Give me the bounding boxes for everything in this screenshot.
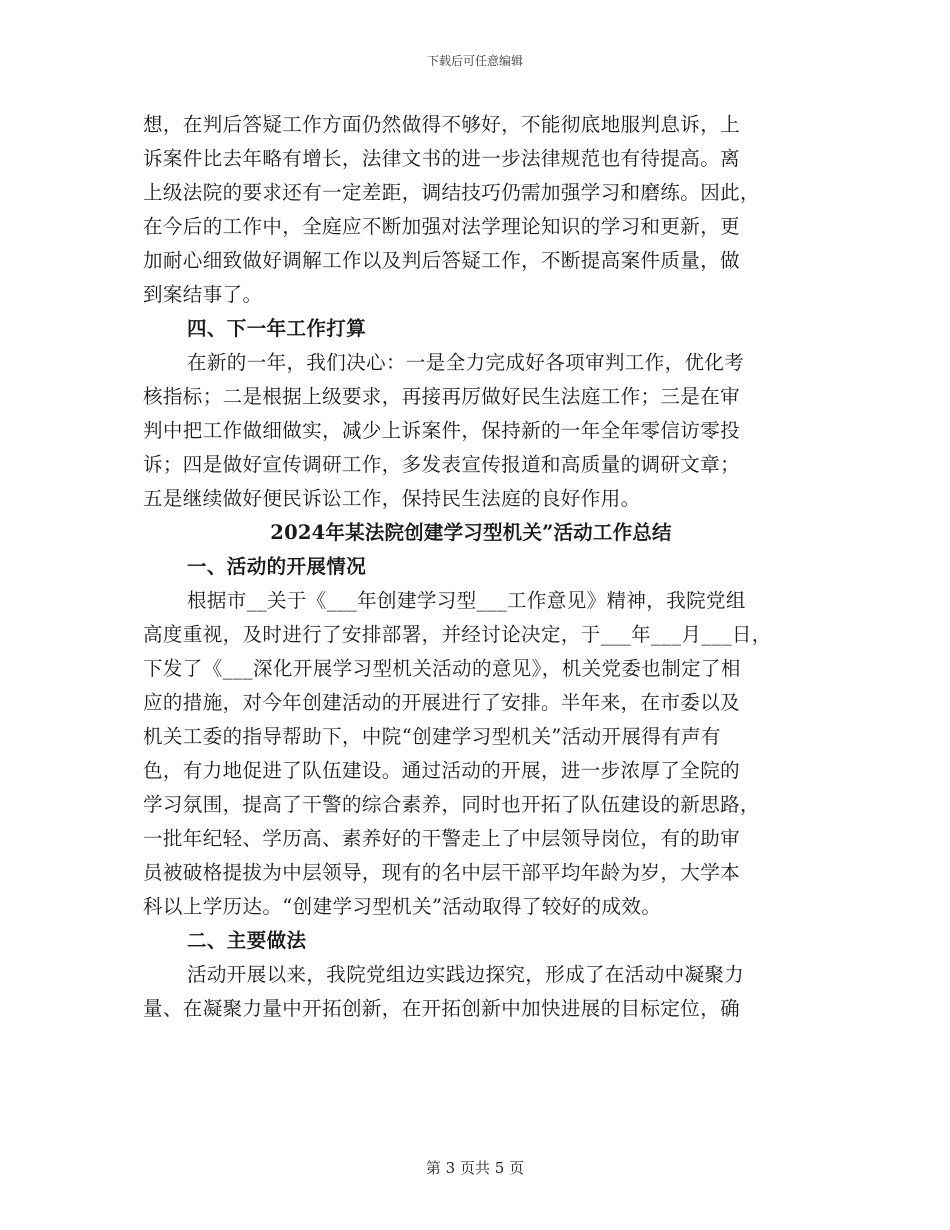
text-line: 应的措施，对今年创建活动的开展进行了安排。半年来，在市委以及 [143,691,741,714]
text-line: 核指标；二是根据上级要求，再接再厉做好民生法庭工作；三是在审 [143,385,741,408]
paragraph-main-practices [143,958,799,1026]
text-line: 想，在判后答疑工作方面仍然做得不够好，不能彻底地服判息诉，上 [143,113,741,136]
text-line: 量、在凝聚力量中开拓创新，在开拓创新中加快进展的目标定位，确 [143,997,741,1020]
text-line: 在新的一年，我们决心：一是全力完成好各项审判工作，优化考 [187,351,745,374]
text-line: 一批年纪轻、学历高、素养好的干警走上了中层领导岗位，有的助审 [143,827,741,850]
section-heading-1: 一、活动的开展情况 [187,555,367,578]
section-heading-4: 四、下一年工作打算 [187,317,367,340]
section-heading-2: 二、主要做法 [187,929,307,952]
text-line: 色，有力地促进了队伍建设。通过活动的开展，进一步浓厚了全院的 [143,759,741,782]
text-line: 学习氛围，提高了干警的综合素养，同时也开拓了队伍建设的新思路， [143,793,760,816]
text-line: 诉；四是做好宣传调研工作，多发表宣传报道和高质量的调研文章； [143,453,741,476]
page-footer: 第 3 页共 5 页 [425,1159,525,1177]
text-line: 科以上学历达。“创建学习型机关”活动取得了较好的成效。 [143,895,662,918]
paragraph-next-year-plan [143,346,799,516]
text-line: 五是继续做好便民诉讼工作，保持民生法庭的良好作用。 [143,487,641,510]
text-line: 上级法院的要求还有一定差距，调结技巧仍需加强学习和磨练。因此， [143,181,760,204]
paragraph-activity-status [143,584,799,924]
document-body [143,108,799,1026]
document-title: 2024年某法院创建学习型机关”活动工作总结 [270,521,672,544]
paragraph-summary-continued [143,108,799,312]
text-line: 机关工委的指导帮助下，中院“创建学习型机关”活动开展得有声有 [143,725,721,748]
text-line: 判中把工作做细做实，减少上诉案件，保持新的一年全年零信访零投 [143,419,741,442]
text-line: 到案结事了。 [143,283,263,306]
text-line: 高度重视，及时进行了安排部署，并经讨论决定，于___年___月___日， [143,623,772,646]
text-line: 在今后的工作中，全庭应不断加强对法学理论知识的学习和更新，更 [143,215,741,238]
text-line: 活动开展以来，我院党组边实践边探究，形成了在活动中凝聚力 [187,963,745,986]
text-line: 下发了《___深化开展学习型机关活动的意见》，机关党委也制定了相 [143,657,741,680]
text-line: 员被破格提拔为中层领导，现有的名中层干部平均年龄为岁，大学本 [143,861,741,884]
text-line: 加耐心细致做好调解工作以及判后答疑工作，不断提高案件质量，做 [143,249,741,272]
page-header: 下载后可任意编辑 [426,54,523,68]
text-line: 诉案件比去年略有增长，法律文书的进一步法律规范也有待提高。离 [143,147,741,170]
text-line: 根据市__关于《___年创建学习型___工作意见》精神，我院党组 [187,589,746,612]
